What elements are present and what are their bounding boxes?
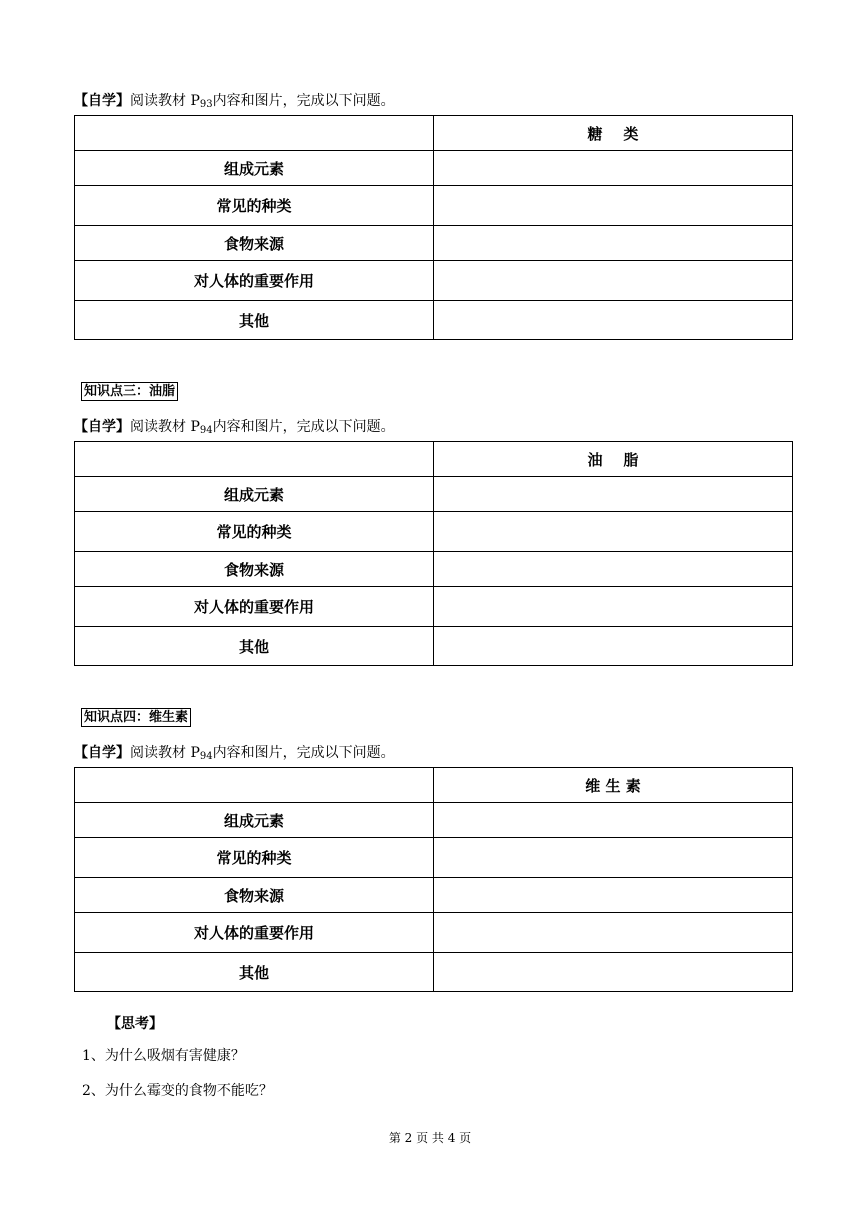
answer-cell[interactable]: [434, 587, 793, 627]
page-subscript: 94: [199, 751, 213, 762]
sugar-table: [74, 115, 793, 340]
page-subscript: 93: [199, 99, 213, 110]
row-label: 常见的种类: [75, 838, 434, 878]
corner-cell: [75, 116, 434, 151]
answer-cell[interactable]: [434, 261, 793, 301]
instruction-text-after: 内容和图片，完成以下问题。: [212, 419, 395, 435]
instruction-line: [74, 416, 395, 436]
corner-cell: [75, 442, 434, 477]
row-label: 对人体的重要作用: [75, 913, 434, 953]
row-label: 常见的种类: [75, 186, 434, 226]
answer-cell[interactable]: [434, 151, 793, 186]
page-subscript: 94: [199, 425, 213, 436]
knowledge-point-title: 知识点三：油脂: [81, 382, 178, 401]
answer-cell[interactable]: [434, 803, 793, 838]
question-item: 2、为什么霉变的食物不能吃？: [82, 1083, 273, 1099]
self-study-tag: 【自学】: [74, 745, 130, 761]
row-label: 组成元素: [75, 803, 434, 838]
self-study-tag: 【自学】: [74, 93, 130, 109]
knowledge-point-title: 知识点四：维生素: [81, 708, 191, 727]
column-header: 维 生 素: [434, 768, 793, 803]
answer-cell[interactable]: [434, 878, 793, 913]
row-label: 食物来源: [75, 878, 434, 913]
answer-cell[interactable]: [434, 838, 793, 878]
answer-cell[interactable]: [434, 301, 793, 340]
instruction-text-before: 阅读教材 P: [130, 93, 200, 109]
row-label: 其他: [75, 953, 434, 992]
answer-cell[interactable]: [434, 477, 793, 512]
self-study-tag: 【自学】: [74, 419, 130, 435]
answer-cell[interactable]: [434, 226, 793, 261]
instruction-text-before: 阅读教材 P: [130, 419, 200, 435]
row-label: 对人体的重要作用: [75, 261, 434, 301]
answer-cell[interactable]: [434, 627, 793, 666]
row-label: 食物来源: [75, 226, 434, 261]
vitamin-table: [74, 767, 793, 992]
think-heading: 【思考】: [107, 1016, 163, 1032]
row-label: 组成元素: [75, 477, 434, 512]
question-item: 1、为什么吸烟有害健康？: [82, 1048, 245, 1064]
row-label: 其他: [75, 301, 434, 340]
corner-cell: [75, 768, 434, 803]
answer-cell[interactable]: [434, 953, 793, 992]
row-label: 其他: [75, 627, 434, 666]
column-header: 糖 类: [434, 116, 793, 151]
row-label: 对人体的重要作用: [75, 587, 434, 627]
answer-cell[interactable]: [434, 186, 793, 226]
column-header: 油 脂: [434, 442, 793, 477]
answer-cell[interactable]: [434, 552, 793, 587]
row-label: 组成元素: [75, 151, 434, 186]
oil-table: [74, 441, 793, 666]
instruction-line: [74, 742, 395, 762]
answer-cell[interactable]: [434, 913, 793, 953]
row-label: 常见的种类: [75, 512, 434, 552]
answer-cell[interactable]: [434, 512, 793, 552]
instruction-text-before: 阅读教材 P: [130, 745, 200, 761]
row-label: 食物来源: [75, 552, 434, 587]
instruction-text-after: 内容和图片，完成以下问题。: [212, 745, 395, 761]
page-footer: 第 2 页 共 4 页: [388, 1131, 472, 1145]
instruction-text-after: 内容和图片，完成以下问题。: [212, 93, 395, 109]
instruction-line: [74, 90, 395, 110]
